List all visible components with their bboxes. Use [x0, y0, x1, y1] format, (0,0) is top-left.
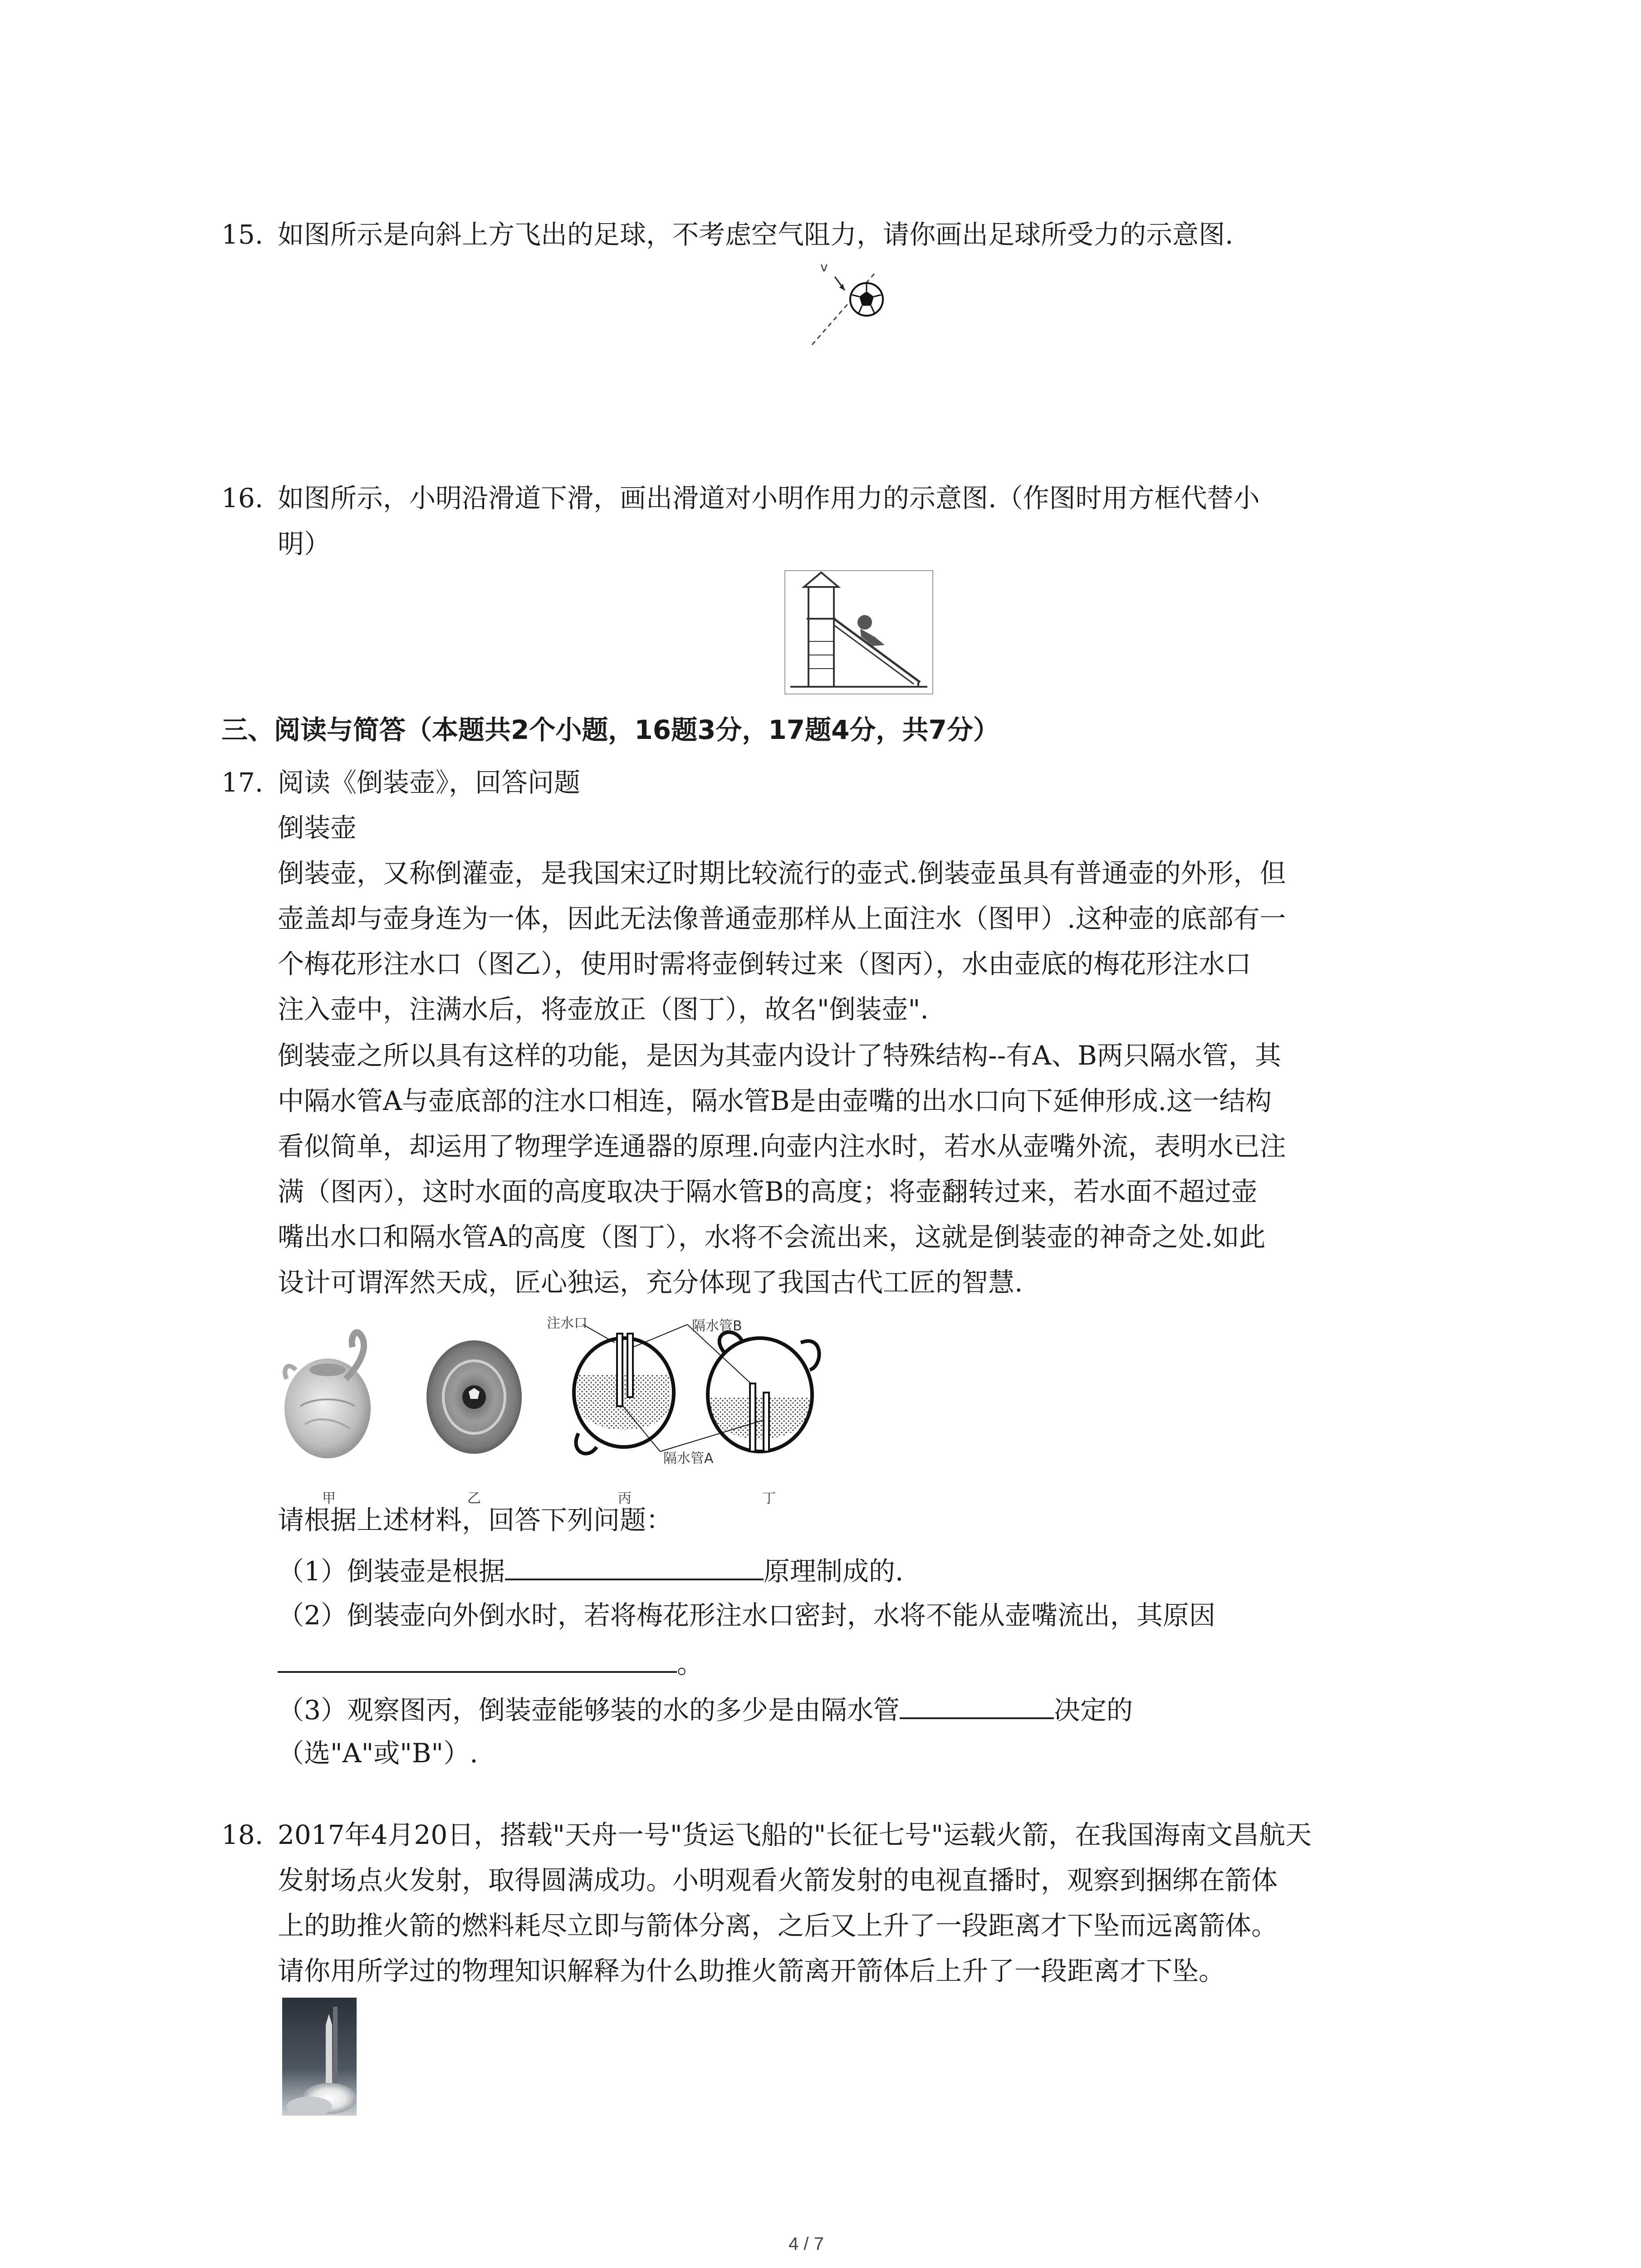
q17-p1-line4: 注入壶中，注满水后，将壶放正（图丁），故名"倒装壶". [278, 994, 929, 1025]
rocket-launch-photo [282, 1998, 357, 2116]
q16-number: 16. [221, 483, 264, 513]
q17-p2-line6: 设计可谓浑然天成，匠心独运，充分体现了我国古代工匠的智慧. [278, 1267, 1023, 1298]
q18-line4: 请你用所学过的物理知识解释为什么助推火箭离开箭体后上升了一段距离才下坠。 [278, 1955, 1225, 1986]
q17-sub2-blank[interactable] [278, 1646, 677, 1673]
q17-ask: 请根据上述材料，回答下列问题： [278, 1505, 673, 1535]
q18-line1: 2017年4月20日，搭载"天舟一号"货运飞船的"长征七号"运载火箭，在我国海南文昌航天 [278, 1819, 1312, 1850]
label-bing: 丙 [618, 1491, 632, 1506]
q18-line3: 上的助推火箭的燃料耗尽立即与箭体分离，之后又上升了一段距离才下坠而远离箭体。 [278, 1910, 1278, 1941]
label-inlet: 注水口 [547, 1315, 588, 1331]
q17-p2-line3: 看似简单，却运用了物理学连通器的原理.向壶内注水时，若水从壶嘴外流，表明水已注 [278, 1131, 1286, 1162]
q18-number: 18. [221, 1819, 264, 1850]
label-pipe-b: 隔水管B [692, 1318, 742, 1334]
teapot-bottom-yi [424, 1338, 524, 1456]
label-yi: 乙 [467, 1491, 481, 1506]
q17-sub3-blank[interactable] [900, 1692, 1054, 1719]
q17-sub3-line1 [278, 1692, 1133, 1726]
q16-text-line1: 如图所示，小明沿滑道下滑，画出滑道对小明作用力的示意图.（作图时用方框代替小 [278, 483, 1260, 513]
q17-intro: 阅读《倒装壶》，回答问题 [278, 767, 581, 798]
q17-sub3-line2: （选"A"或"B"）. [278, 1738, 478, 1769]
teapot-diagram-bing-ding [569, 1315, 823, 1470]
q17-p1-line1: 倒装壶，又称倒灌壶，是我国宋辽时期比较流行的壶式.倒装壶虽具有普通壶的外形，但 [278, 858, 1286, 889]
q17-number: 17. [221, 767, 264, 798]
q17-sub1-post: 原理制成的. [763, 1556, 904, 1587]
football-figure [803, 259, 894, 349]
q15-text: 如图所示是向斜上方飞出的足球，不考虑空气阻力，请你画出足球所受力的示意图. [278, 219, 1234, 250]
q17-sub2-line2 [278, 1646, 703, 1680]
q17-sub2-line1: （2）倒装壶向外倒水时，若将梅花形注水口密封，水将不能从壶嘴流出，其原因 [278, 1600, 1215, 1631]
q15-number: 15. [221, 219, 264, 250]
q17-heading: 倒装壶 [278, 812, 357, 843]
q17-sub2-end: 。 [677, 1648, 704, 1679]
q17-sub1-pre: （1）倒装壶是根据 [278, 1556, 505, 1587]
teapot-photo-jia [278, 1329, 382, 1465]
q18-line2: 发射场点火发射，取得圆满成功。小明观看火箭发射的电视直播时，观察到捆绑在箭体 [278, 1865, 1278, 1896]
q17-p2-line1: 倒装壶之所以具有这样的功能，是因为其壶内设计了特殊结构--有A、B两只隔水管，其 [278, 1040, 1281, 1071]
q17-sub1 [278, 1553, 903, 1587]
q17-p2-line5: 嘴出水口和隔水管A的高度（图丁），水将不会流出来，这就是倒装壶的神奇之处.如此 [278, 1222, 1266, 1252]
q17-p1-line3: 个梅花形注水口（图乙），使用时需将壶倒转过来（图丙），水由壶底的梅花形注水口 [278, 948, 1252, 979]
label-jia: 甲 [322, 1491, 336, 1506]
velocity-label: v [820, 259, 828, 274]
q17-sub3-post: 决定的 [1053, 1695, 1133, 1725]
page-number: 4 / 7 [789, 2234, 824, 2254]
slide-figure [784, 569, 934, 696]
section3-title: 三、阅读与简答（本题共2个小题，16题3分，17题4分，共7分） [221, 714, 999, 745]
label-ding: 丁 [762, 1491, 776, 1506]
q16-text-line2: 明） [278, 528, 331, 559]
label-pipe-a: 隔水管A [663, 1451, 714, 1466]
q17-p2-line2: 中隔水管A与壶底部的注水口相连，隔水管B是由壶嘴的出水口向下延伸形成.这一结构 [278, 1085, 1272, 1116]
q17-sub1-blank[interactable] [505, 1553, 764, 1580]
q17-p1-line2: 壶盖却与壶身连为一体，因此无法像普通壶那样从上面注水（图甲）.这种壶的底部有一 [278, 903, 1286, 934]
q17-sub3-pre: （3）观察图丙，倒装壶能够装的水的多少是由隔水管 [278, 1695, 900, 1725]
q17-p2-line4: 满（图丙），这时水面的高度取决于隔水管B的高度；将壶翻转过来，若水面不超过壶 [278, 1176, 1258, 1207]
